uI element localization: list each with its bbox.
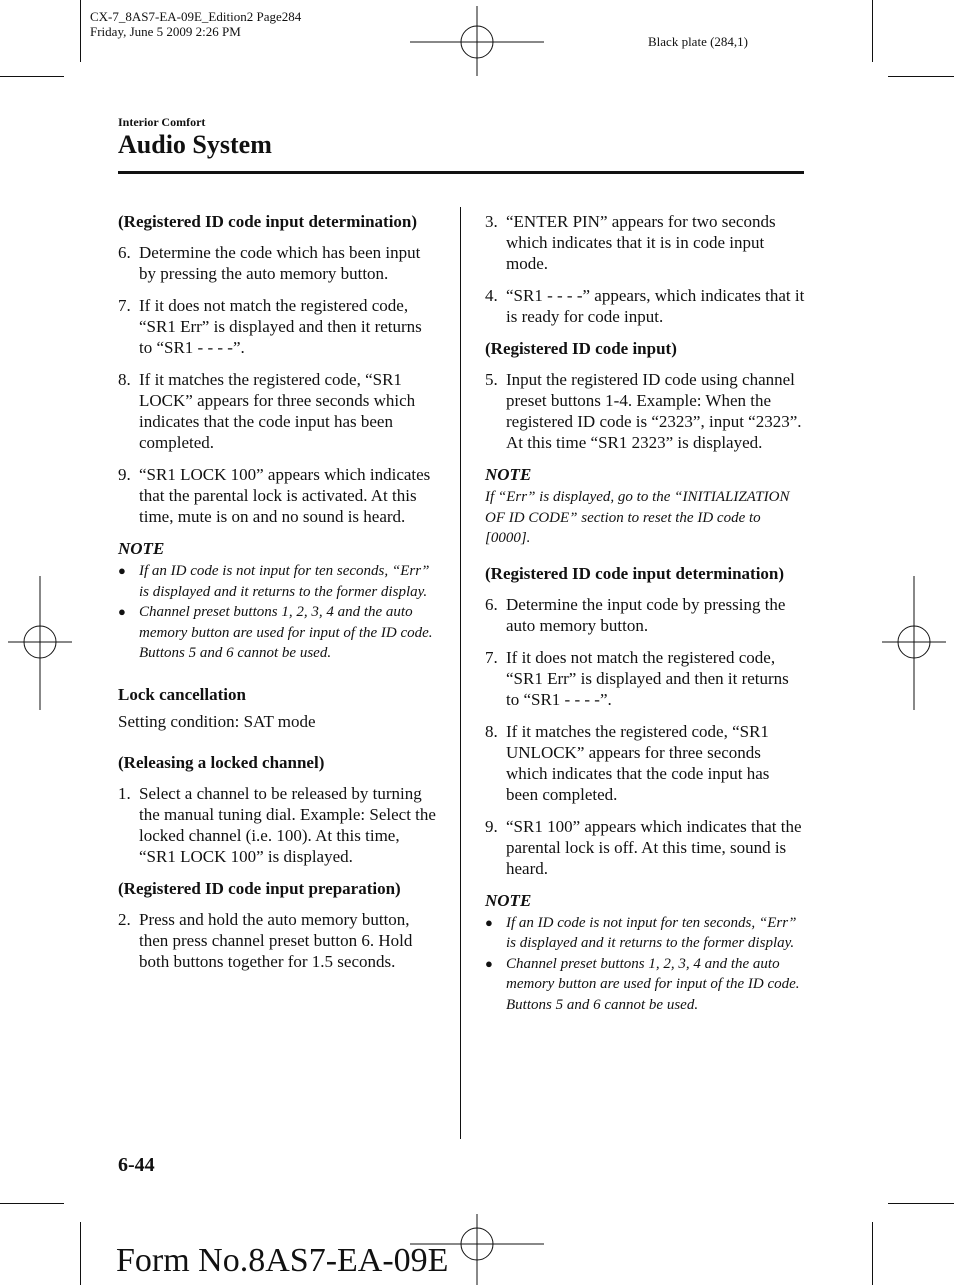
releasing-heading: (Releasing a locked channel)	[118, 752, 325, 772]
input-heading: (Registered ID code input)	[485, 339, 677, 358]
prep-heading: (Registered ID code input preparation)	[118, 878, 401, 898]
step-number: 2.	[118, 909, 131, 929]
step-number: 8.	[485, 721, 498, 741]
note-bullet-text: Channel preset buttons 1, 2, 3, 4 and the auto memory button are used for input of the ID code. Buttons 5 and 6 cannot be used.	[506, 955, 800, 1013]
plate-label: Black plate (284,1)	[648, 34, 748, 49]
step-number: 6.	[485, 594, 498, 614]
registration-mark-top-icon	[410, 6, 544, 76]
step-number: 8.	[118, 370, 131, 389]
registration-mark-left-icon	[8, 576, 72, 710]
note-bullet-item	[118, 561, 438, 602]
step-item	[118, 464, 438, 527]
bullet-icon: ●	[118, 604, 126, 619]
file-info	[90, 9, 301, 39]
step-number: 4.	[485, 286, 498, 305]
step-item	[485, 285, 805, 327]
setting-condition: Setting condition: SAT mode	[118, 711, 316, 731]
step-text: If it matches the registered code, “SR1 LOCK” appears for three seconds which indicates that the code input has been completed.	[139, 370, 416, 452]
registration-mark-right-icon	[882, 576, 946, 710]
det-steps	[118, 242, 438, 527]
page-number: 6-44	[118, 1154, 155, 1176]
step-item	[118, 369, 438, 453]
step-item	[485, 594, 805, 636]
step-item	[485, 211, 805, 274]
step-item	[485, 647, 805, 710]
bullet-icon: ●	[485, 955, 493, 971]
file-info-line1: CX-7_8AS7-EA-09E_Edition2 Page284	[90, 9, 302, 24]
note-title: NOTE	[118, 539, 165, 558]
det-heading: (Registered ID code input determination)	[118, 212, 418, 231]
left-column	[118, 211, 438, 983]
note-bullet-text: If an ID code is not input for ten seconds, “Err” is displayed and it returns to the former display.	[139, 563, 430, 600]
note-bullet-item	[485, 913, 805, 954]
step-number: 5.	[485, 370, 498, 389]
note-bullet-item	[118, 602, 438, 664]
step-text: If it matches the registered code, “SR1 UNLOCK” appears for three seconds which indicates that the code input has been completed.	[506, 721, 770, 804]
step-text: “ENTER PIN” appears for two seconds which indicates that it is in code input mode.	[506, 212, 776, 273]
note-bullets	[485, 913, 805, 1016]
form-number: Form No.8AS7-EA-09E	[116, 1242, 449, 1279]
step-number: 3.	[485, 212, 498, 231]
title-rule	[118, 171, 804, 174]
section-label: Interior Comfort	[118, 115, 206, 129]
note-bullet-text: If an ID code is not input for ten seconds, “Err” is displayed and it returns to the former display.	[506, 914, 797, 951]
step-text: “SR1 LOCK 100” appears which indicates that the parental lock is activated. At this time, mute is on and no sound is heard.	[139, 465, 431, 526]
step-item	[118, 242, 438, 284]
step-text: Input the registered ID code using channel preset buttons 1-4. Example: When the registered ID code is “2323”, input “2323”. At this time “SR1 2323” is displayed.	[506, 370, 802, 452]
step-number: 1.	[118, 783, 131, 803]
step-text: Determine the code which has been input by pressing the auto memory button.	[139, 243, 421, 283]
page-title: Audio System	[118, 130, 272, 159]
step-text: Determine the input code by pressing the auto memory button.	[506, 594, 786, 635]
step-number: 6.	[118, 243, 131, 262]
releasing-steps	[118, 783, 438, 867]
step-number: 9.	[118, 465, 131, 484]
note-text: If “Err” is displayed, go to the “INITIALIZATION OF ID CODE” section to reset the ID code to [0000].	[485, 489, 790, 546]
step-number: 9.	[485, 816, 498, 836]
step-text: “SR1 - - - -” appears, which indicates that it is ready for code input.	[506, 286, 805, 326]
det-steps	[485, 594, 805, 879]
lock-cancellation-heading: Lock cancellation	[118, 684, 246, 704]
step-item	[485, 721, 805, 805]
prep-steps-continued	[485, 211, 805, 327]
step-item	[118, 909, 438, 972]
prep-steps	[118, 909, 438, 972]
note-bullet-text: Channel preset buttons 1, 2, 3, 4 and the auto memory button are used for input of the ID code. Buttons 5 and 6 cannot be used.	[139, 604, 433, 661]
step-item	[118, 783, 438, 867]
file-info-line2: Friday, June 5 2009 2:26 PM	[90, 24, 241, 39]
bullet-icon: ●	[118, 563, 126, 578]
bullet-icon: ●	[485, 914, 493, 930]
det-heading: (Registered ID code input determination)	[485, 563, 785, 583]
step-number: 7.	[485, 647, 498, 667]
step-item	[485, 816, 805, 879]
column-divider	[460, 207, 461, 1139]
step-text: If it does not match the registered code, “SR1 Err” is displayed and then it returns to “SR1 - - - -”.	[506, 647, 789, 709]
step-text: If it does not match the registered code, “SR1 Err” is displayed and then it returns to “SR1 - - - -”.	[139, 296, 422, 357]
input-steps	[485, 369, 805, 453]
step-text: Press and hold the auto memory button, then press channel preset button 6. Hold both buttons together for 1.5 seconds.	[139, 909, 413, 971]
note-title: NOTE	[485, 465, 532, 484]
step-text: Select a channel to be released by turning the manual tuning dial. Example: Select the locked channel (i.e. 100). At this time, “SR1 LOCK 100” is displayed.	[139, 783, 436, 866]
note-bullets	[118, 561, 438, 664]
step-number: 7.	[118, 296, 131, 315]
step-item	[485, 369, 805, 453]
step-text: “SR1 100” appears which indicates that the parental lock is off. At this time, sound is heard.	[506, 816, 802, 878]
right-column	[485, 211, 805, 1029]
note-title: NOTE	[485, 890, 532, 910]
step-item	[118, 295, 438, 358]
note-bullet-item	[485, 954, 805, 1016]
